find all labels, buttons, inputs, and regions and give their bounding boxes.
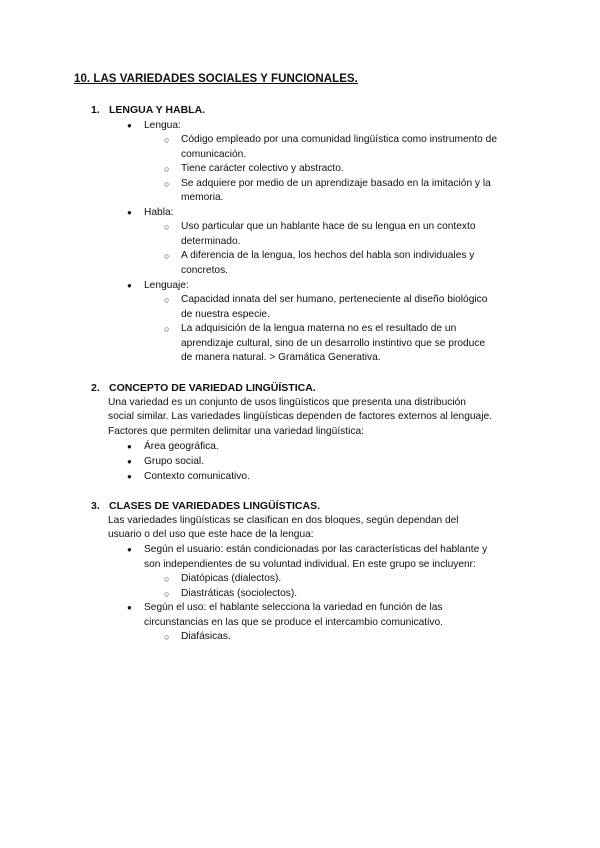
list-item: ○ Diafásicas.: [181, 630, 231, 645]
list-item-continuation: de manera natural. > Gramática Generativa.: [181, 352, 381, 363]
list-item-continuation: son independientes de su voluntad individual. En este grupo se incluyenr:: [144, 559, 476, 570]
section-2-heading: [91, 382, 316, 394]
section-number: 3.: [91, 500, 100, 512]
list-item: ● Habla:: [144, 206, 173, 221]
list-item-continuation: concretos.: [181, 265, 228, 276]
list-item: ● Grupo social.: [144, 455, 204, 470]
section-title: CONCEPTO DE VARIEDAD LINGÜÍSTICA.: [109, 382, 316, 394]
section-title: LENGUA Y HABLA.: [109, 104, 206, 116]
list-item: ● Lenguaje:: [144, 279, 189, 294]
list-item: ○ Código empleado por una comunidad lingüística como instrumento de: [181, 133, 497, 148]
list-item: ○ Diastráticas (sociolectos).: [181, 587, 297, 602]
list-item-continuation: de nuestra especie.: [181, 309, 270, 320]
list-item: ○ Diatópicas (dialectos).: [181, 572, 281, 587]
section-1-heading: [91, 104, 205, 116]
list-item: ○ Capacidad innata del ser humano, perteneciente al diseño biológico: [181, 293, 487, 308]
section-number: 2.: [91, 382, 100, 394]
list-item: ● Según el usuario: están condicionadas por las características del hablante y: [144, 543, 487, 558]
paragraph-line: usuario o del uso que este hace de la lengua:: [108, 529, 314, 540]
list-item: ● Según el uso: el hablante selecciona la variedad en función de las: [144, 601, 442, 616]
list-item-continuation: comunicación.: [181, 149, 247, 160]
list-item: ● Área geográfica.: [144, 440, 219, 455]
list-item: ○ La adquisición de la lengua materna no es el resultado de un: [181, 322, 456, 337]
paragraph-line: social similar. Las variedades lingüísticas dependen de factores externos al lenguaje.: [108, 411, 492, 422]
paragraph-line: Factores que permiten delimitar una variedad lingüística:: [108, 426, 364, 437]
list-item: ○ Uso particular que un hablante hace de su lengua en un contexto: [181, 220, 476, 235]
list-item-continuation: aprendizaje cultural, sino de un desarrollo instintivo que se produce: [181, 338, 486, 349]
list-item-continuation: determinado.: [181, 236, 241, 247]
list-item-continuation: circunstancias en las que se produce el intercambio comunicativo.: [144, 617, 443, 628]
section-3-heading: [91, 500, 320, 512]
section-title: CLASES DE VARIEDADES LINGÜÍSTICAS.: [109, 500, 320, 512]
document-title: 10. LAS VARIEDADES SOCIALES Y FUNCIONALES.: [74, 73, 358, 85]
list-item-continuation: memoria.: [181, 192, 224, 203]
list-item: ○ Se adquiere por medio de un aprendizaje basado en la imitación y la: [181, 177, 491, 192]
list-item: ○ A diferencia de la lengua, los hechos del habla son individuales y: [181, 249, 474, 264]
list-item: ● Contexto comunicativo.: [144, 470, 250, 485]
paragraph-line: Las variedades lingüísticas se clasifican en dos bloques, según dependan del: [108, 515, 459, 526]
paragraph-line: Una variedad es un conjunto de usos lingüísticos que presenta una distribución: [108, 397, 466, 408]
list-item: ● Lengua:: [144, 119, 181, 134]
section-number: 1.: [91, 104, 100, 116]
list-item: ○ Tiene carácter colectivo y abstracto.: [181, 162, 344, 177]
